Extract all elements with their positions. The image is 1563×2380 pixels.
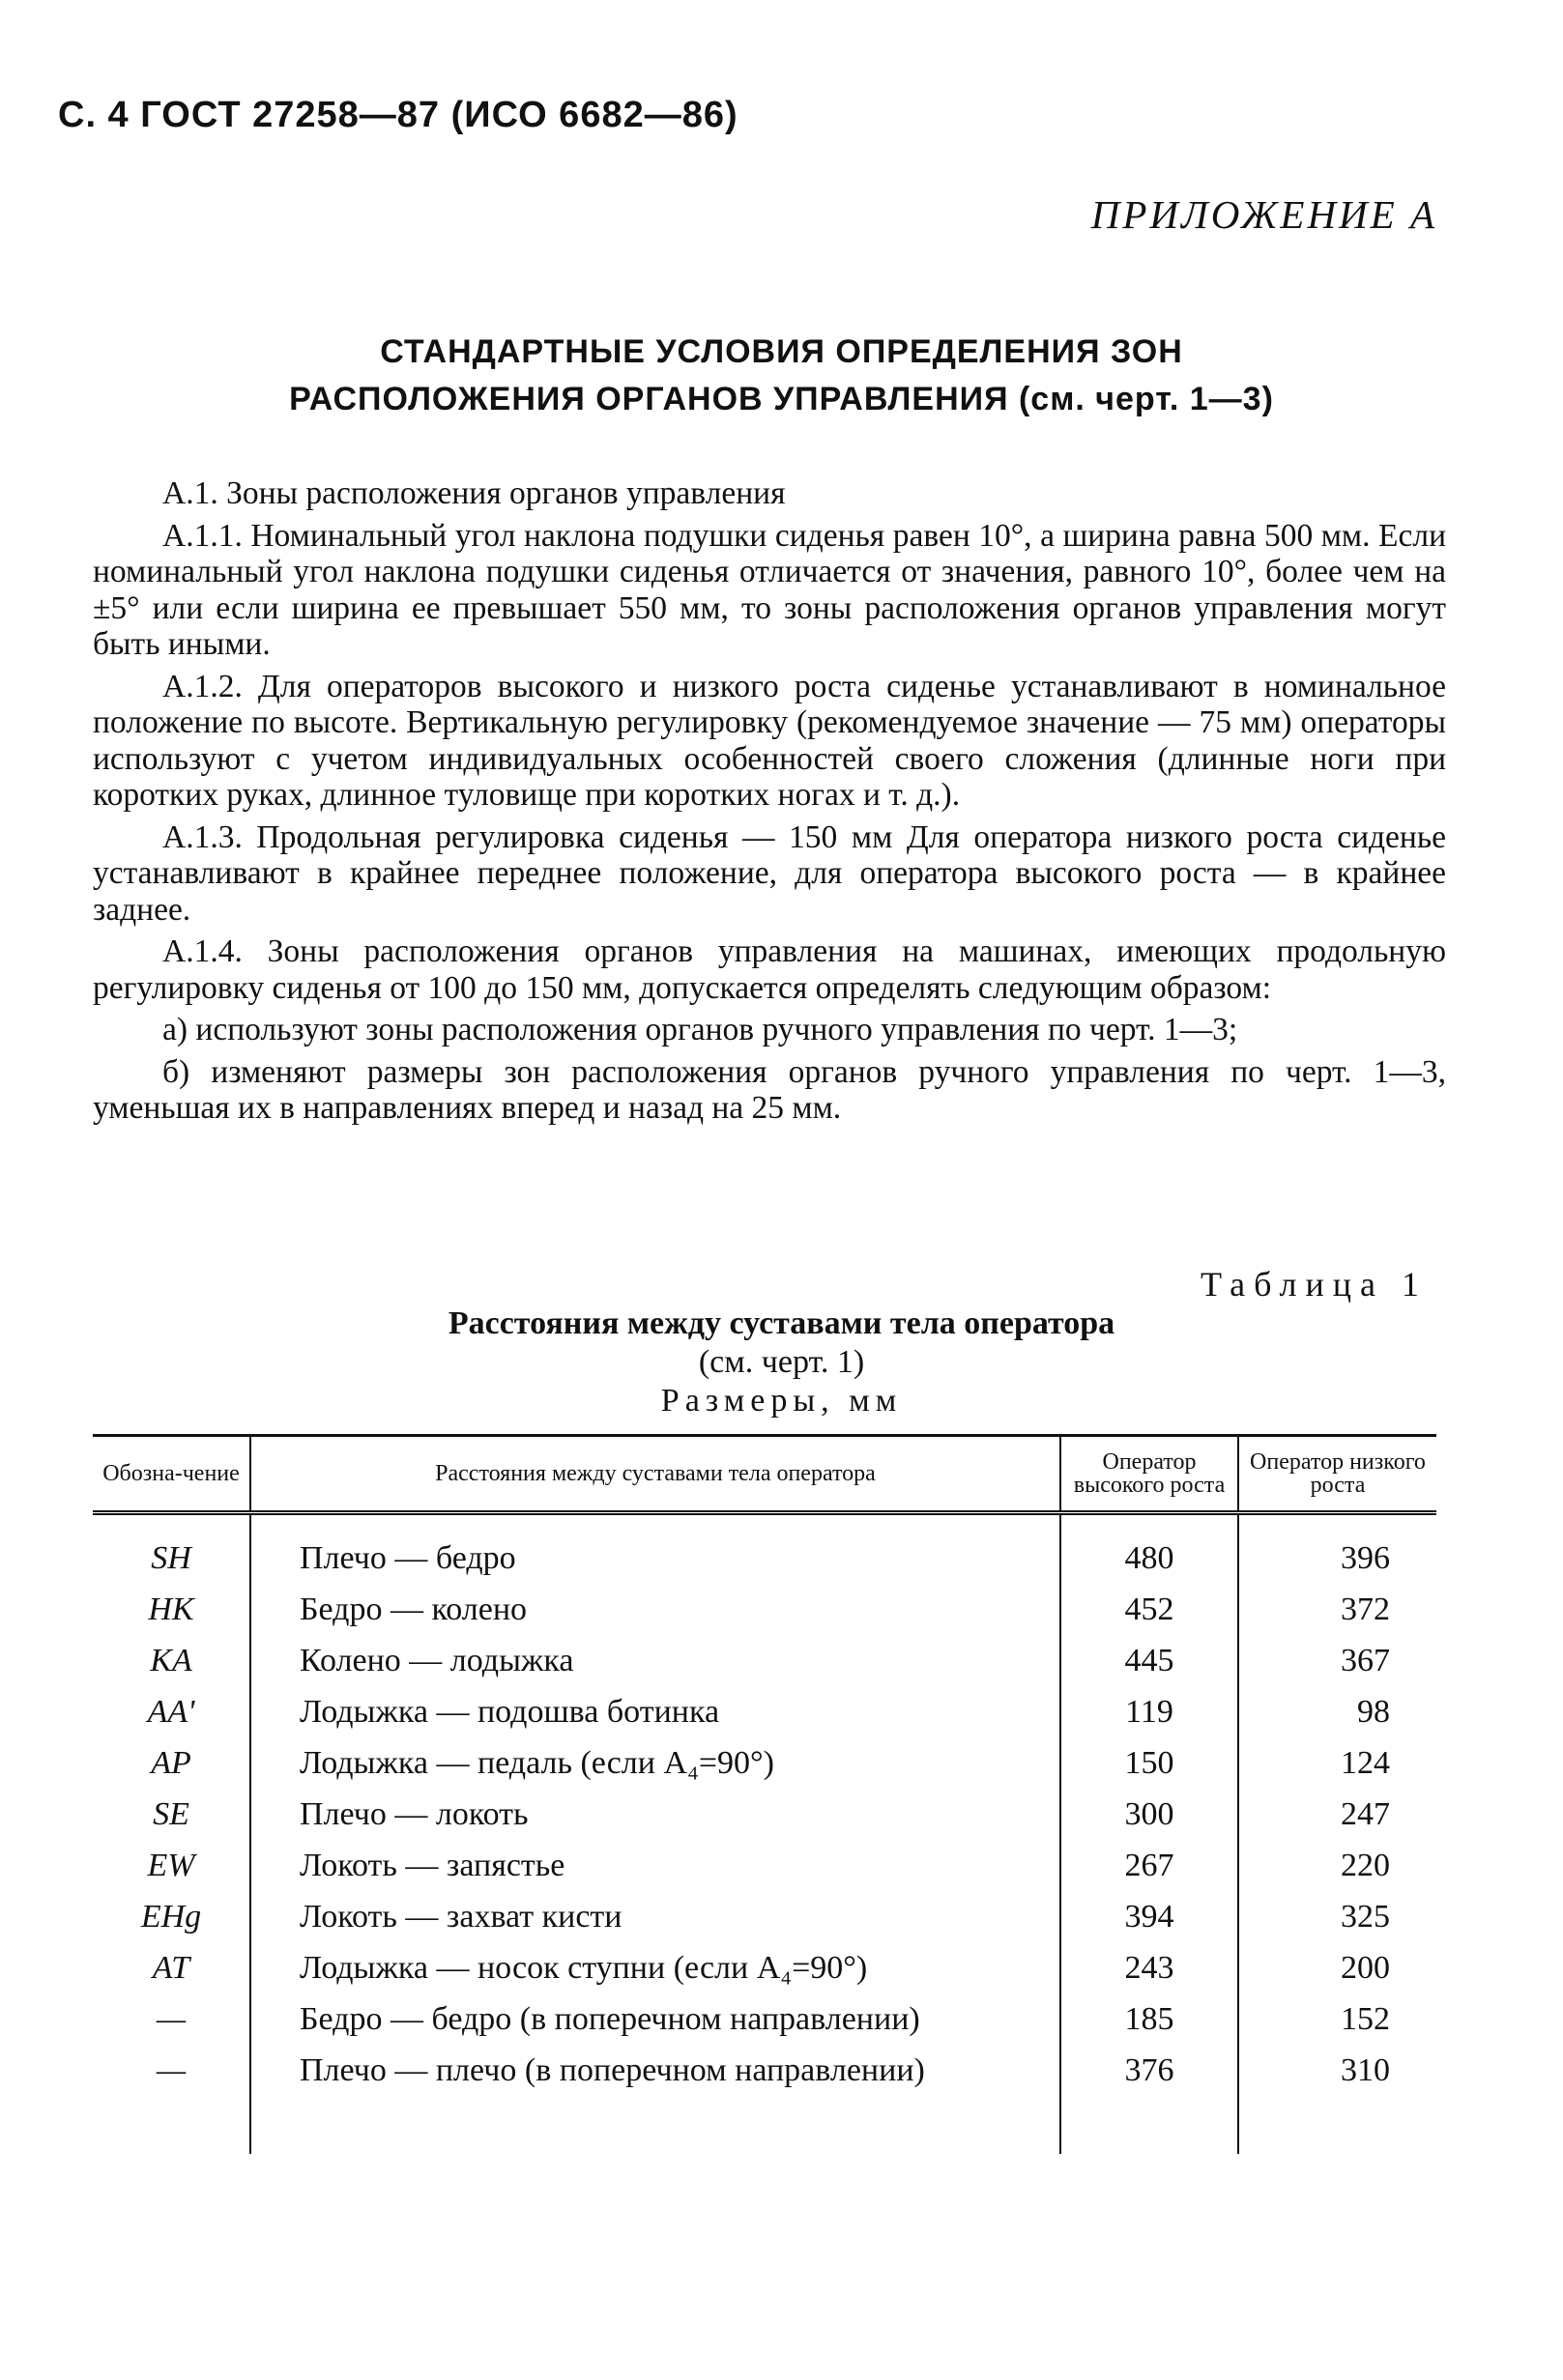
table-row <box>93 1686 1436 1737</box>
row-code: SE <box>153 1795 189 1832</box>
row-description: Локоть — захват кисти <box>250 1891 1060 1942</box>
paragraph: А.1.4. Зоны расположения органов управления на машинах, имеющих продольную регулировку сиденья от 100 до 150 мм, допускается определять следующим образом: <box>93 933 1446 1006</box>
column-header-tall-operator: Оператор высокого роста <box>1060 1436 1238 1513</box>
row-tall-value: 394 <box>1060 1891 1238 1942</box>
row-tall-value: 267 <box>1060 1840 1238 1891</box>
row-code: SH <box>151 1539 191 1576</box>
row-code: EW <box>147 1847 195 1883</box>
row-description: Лодыжка — носок ступни (если A₄=90°) <box>250 1942 1060 1993</box>
table-row <box>93 1891 1436 1942</box>
row-code: AA' <box>147 1693 195 1730</box>
row-tall-value: 185 <box>1060 1993 1238 2045</box>
table-row <box>93 1789 1436 1840</box>
appendix-label: ПРИЛОЖЕНИЕ А <box>1090 192 1437 237</box>
joint-distance-table <box>93 1434 1436 2154</box>
column-header-description: Расстояния между суставами тела оператора <box>250 1436 1060 1513</box>
row-short-value: 247 <box>1238 1789 1436 1840</box>
table-row <box>93 1737 1436 1789</box>
row-short-value: 220 <box>1238 1840 1436 1891</box>
paragraph: б) изменяют размеры зон расположения органов ручного управления по черт. 1—3, уменьшая их в направлениях вперед и назад на 25 мм. <box>93 1053 1446 1126</box>
table-label: Таблица 1 <box>1201 1265 1428 1304</box>
row-code: — <box>156 2051 187 2088</box>
row-short-value: 325 <box>1238 1891 1436 1942</box>
paragraph: а) используют зоны расположения органов ручного управления по черт. 1—3; <box>162 1012 1238 1047</box>
row-description: Лодыжка — педаль (если A₄=90°) <box>250 1737 1060 1789</box>
row-description: Лодыжка — подошва ботинка <box>250 1686 1060 1737</box>
row-tall-value: 150 <box>1060 1737 1238 1789</box>
row-description: Локоть — запястье <box>250 1840 1060 1891</box>
table-row <box>93 1840 1436 1891</box>
section-title <box>0 329 1563 423</box>
row-description: Бедро — бедро (в поперечном направлении) <box>250 1993 1060 2045</box>
row-description: Колено — лодыжка <box>250 1635 1060 1686</box>
table-row <box>93 1513 1436 1585</box>
row-description: Бедро — колено <box>250 1584 1060 1635</box>
table-row <box>93 1635 1436 1686</box>
row-description: Плечо — бедро <box>250 1513 1060 1585</box>
body-text <box>93 475 1446 1133</box>
row-tall-value: 119 <box>1060 1686 1238 1737</box>
row-short-value: 396 <box>1238 1513 1436 1585</box>
paragraph: А.1.3. Продольная регулировка сиденья — 150 мм Для оператора низкого роста сиденье устанавливают в крайнее переднее положение, для оператора высокого роста — в крайнее заднее. <box>93 818 1446 928</box>
row-description: Плечо — плечо (в поперечном направлении) <box>250 2045 1060 2096</box>
row-short-value: 367 <box>1238 1635 1436 1686</box>
table-tail-row <box>93 2096 1436 2154</box>
row-tall-value: 243 <box>1060 1942 1238 1993</box>
row-tall-value: 480 <box>1060 1513 1238 1585</box>
table-header-row <box>93 1436 1436 1513</box>
empty-cell <box>1060 2096 1238 2154</box>
table-row <box>93 1993 1436 2045</box>
row-short-value: 98 <box>1238 1686 1436 1737</box>
table-row <box>93 1584 1436 1635</box>
row-short-value: 124 <box>1238 1737 1436 1789</box>
table-title: Расстояния между суставами тела оператора <box>448 1305 1115 1341</box>
row-short-value: 152 <box>1238 1993 1436 2045</box>
empty-cell <box>93 2096 250 2154</box>
paragraph: А.1.2. Для операторов высокого и низкого роста сиденье устанавливают в номинальное положение по высоте. Вертикальную регулировку (рекомендуемое значение — 75 мм) операторы используют с учетом индивидуальных особенностей своего сложения (длинные ноги при коротких руках, длинное туловище при коротких ногах и т. д.). <box>93 668 1446 813</box>
table-caption <box>0 1305 1563 1420</box>
table-subtitle: (см. черт. 1) <box>698 1344 865 1380</box>
row-description: Плечо — локоть <box>250 1789 1060 1840</box>
row-code: EHg <box>140 1898 202 1935</box>
section-title-line1: СТАНДАРТНЫЕ УСЛОВИЯ ОПРЕДЕЛЕНИЯ ЗОН <box>380 333 1183 370</box>
row-code: KA <box>150 1642 192 1678</box>
column-header-code: Обозна-чение <box>93 1436 250 1513</box>
paragraph: А.1. Зоны расположения органов управления <box>162 475 786 511</box>
table-units: Размеры, мм <box>660 1383 903 1419</box>
table-row <box>93 1942 1436 1993</box>
page-header: С. 4 ГОСТ 27258—87 (ИСО 6682—86) <box>58 95 738 135</box>
row-tall-value: 452 <box>1060 1584 1238 1635</box>
row-tall-value: 300 <box>1060 1789 1238 1840</box>
column-header-short-operator: Оператор низкого роста <box>1238 1436 1436 1513</box>
empty-cell <box>1238 2096 1436 2154</box>
empty-cell <box>250 2096 1060 2154</box>
row-code: — <box>156 2000 187 2037</box>
table-row <box>93 2045 1436 2096</box>
row-code: AT <box>152 1949 190 1986</box>
row-short-value: 200 <box>1238 1942 1436 1993</box>
row-tall-value: 445 <box>1060 1635 1238 1686</box>
row-tall-value: 376 <box>1060 2045 1238 2096</box>
row-short-value: 372 <box>1238 1584 1436 1635</box>
row-short-value: 310 <box>1238 2045 1436 2096</box>
paragraph: А.1.1. Номинальный угол наклона подушки сиденья равен 10°, а ширина равна 500 мм. Если номинальный угол наклона подушки сиденья отличается от значения, равного 10°, более чем на ±5° или если ширина ее превышает 550 мм, то зоны расположения органов управления могут быть иными. <box>93 517 1446 662</box>
table-body <box>93 1513 1436 2155</box>
row-code: AP <box>151 1744 191 1781</box>
row-code: HK <box>148 1591 194 1627</box>
section-title-line2: РАСПОЛОЖЕНИЯ ОРГАНОВ УПРАВЛЕНИЯ (см. черт. 1—3) <box>289 381 1274 417</box>
